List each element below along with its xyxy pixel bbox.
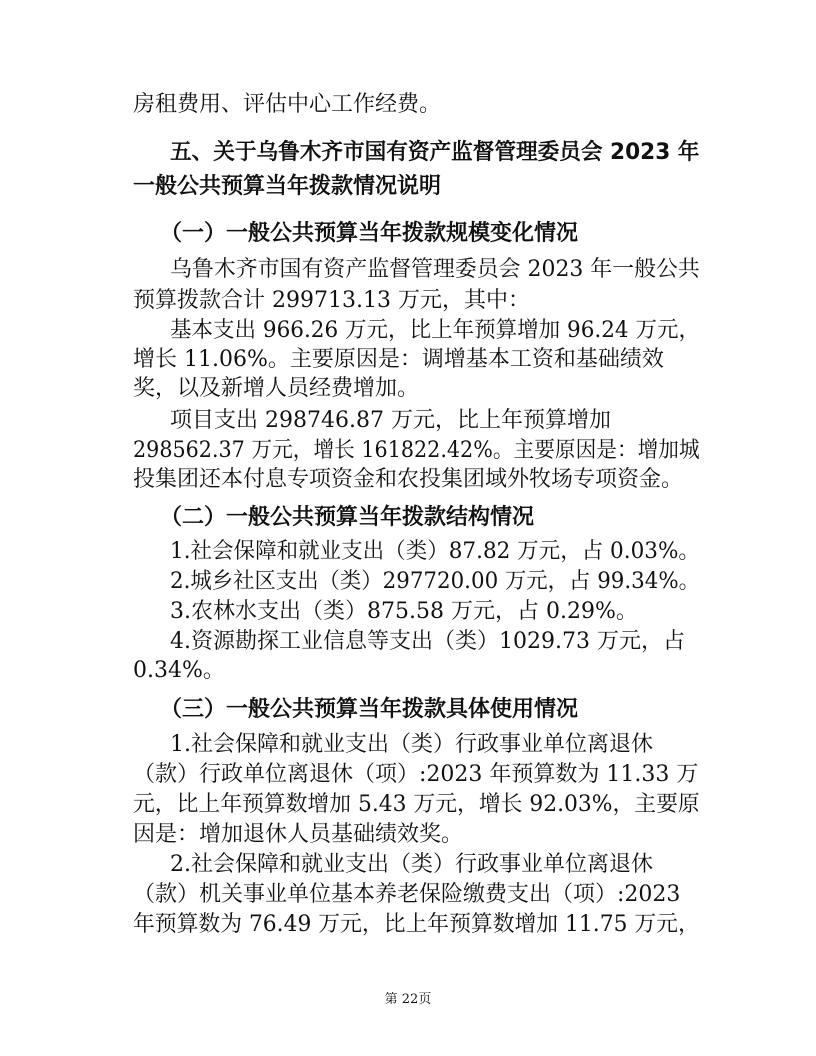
list-item: 1.社会保障和就业支出（类）行政事业单位离退休	[170, 732, 653, 757]
list-item: 1.社会保障和就业支出（类）87.82 万元，占 0.03%。	[170, 539, 700, 564]
subsection-heading: （三）一般公共预算当年拨款具体使用情况	[160, 697, 579, 722]
page-number: 第 22页	[384, 992, 432, 1007]
section-heading: 一般公共预算当年拨款情况说明	[133, 174, 442, 199]
text-line: （款）行政单位离退休（项）:2023 年预算数为 11.33 万	[133, 762, 699, 787]
text-line: （款）机关事业单位基本养老保险缴费支出（项）:2023	[133, 882, 681, 907]
list-item: 2.社会保障和就业支出（类）行政事业单位离退休	[170, 852, 653, 877]
text-line: 298562.37 万元，增长 161822.42%。主要原因是：增加城	[133, 438, 700, 463]
text-line: 元，比上年预算数增加 5.43 万元，增长 92.03%，主要原	[133, 792, 700, 817]
text-line: 乌鲁木齐市国有资产监督管理委员会 2023 年一般公共	[170, 257, 700, 282]
subsection-heading: （二）一般公共预算当年拨款结构情况	[160, 505, 535, 530]
text-line: 因是：增加退休人员基础绩效奖。	[133, 822, 464, 847]
text-line: 基本支出 966.26 万元，比上年预算增加 96.24 万元，	[170, 318, 701, 343]
list-item: 2.城乡社区支出（类）297720.00 万元，占 99.34%。	[170, 569, 701, 594]
text-line: 项目支出 298746.87 万元，比上年预算增加	[170, 408, 611, 433]
text-line: 投集团还本付息专项资金和农投集团域外牧场专项资金。	[133, 467, 684, 492]
text-line: 房租费用、评估中心工作经费。	[133, 92, 442, 117]
list-item: 4.资源勘探工业信息等支出（类）1029.73 万元，占	[170, 629, 685, 654]
subsection-heading: （一）一般公共预算当年拨款规模变化情况	[160, 221, 579, 246]
text-line: 0.34%。	[133, 658, 225, 683]
text-line: 年预算数为 76.49 万元，比上年预算数增加 11.75 万元，	[133, 912, 700, 937]
text-line: 奖，以及新增人员经费增加。	[133, 376, 420, 401]
section-heading: 五、关于乌鲁木齐市国有资产监督管理委员会 2023 年	[170, 140, 700, 165]
text-line: 预算拨款合计 299713.13 万元，其中：	[133, 288, 530, 313]
text-line: 增长 11.06%。主要原因是：调增基本工资和基础绩效	[133, 347, 664, 372]
list-item: 3.农林水支出（类）875.58 万元，占 0.29%。	[170, 599, 638, 624]
